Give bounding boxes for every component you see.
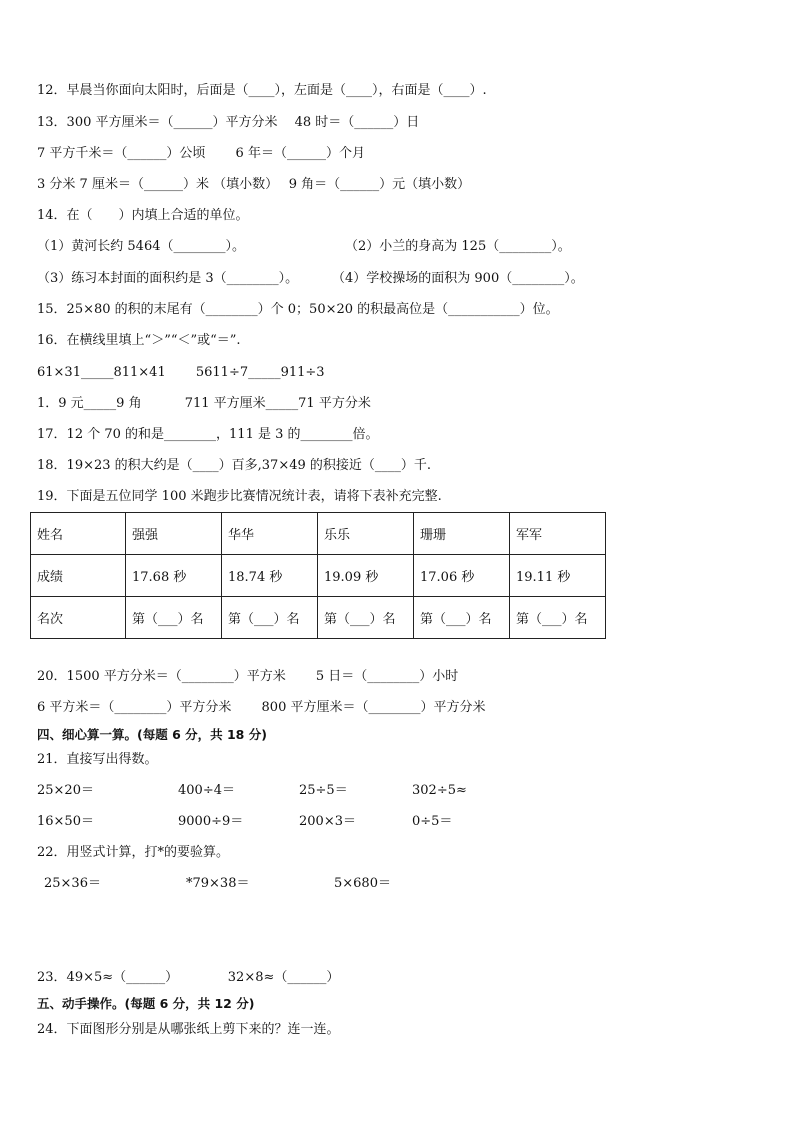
question-14-item-2: （2）小兰的身高为 125（________）。 — [345, 239, 571, 254]
table-row — [31, 555, 606, 597]
table-cell: 第（___）名 — [318, 597, 414, 639]
table-cell: 军军 — [510, 513, 606, 555]
calc-item: 302÷5≈ — [412, 783, 467, 798]
calc-item: 0÷5＝ — [412, 814, 453, 829]
question-22: 22．用竖式计算，打*的要验算。 — [37, 845, 230, 860]
question-14-item-4: （4）学校操场的面积为 900（________）。 — [332, 271, 584, 286]
table-cell: 华华 — [222, 513, 318, 555]
section-5-heading: 五、动手操作。(每题 6 分，共 12 分) — [37, 996, 255, 1011]
calc-item: 400÷4＝ — [178, 783, 235, 798]
question-13-line-3: 3 分米 7 厘米＝（______）米 （填小数） 9 角＝（______）元（填小数） — [37, 177, 471, 192]
question-14-item-3: （3）练习本封面的面积约是 3（________）。 — [37, 271, 299, 286]
question-12: 12．早晨当你面向太阳时，后面是（____），左面是（____），右面是（____）. — [37, 83, 487, 98]
question-15: 15．25×80 的积的末尾有（________）个 0；50×20 的积最高位是（___________）位。 — [37, 302, 559, 317]
question-20-line-1: 20．1500 平方分米＝（________）平方米 5 日＝（________）小时 — [37, 669, 459, 684]
table-cell: 17.06 秒 — [414, 555, 510, 597]
calc-item: 200×3＝ — [299, 814, 356, 829]
question-16-row-2: 1．9 元_____9 角 711 平方厘米_____71 平方分米 — [37, 396, 371, 411]
table-cell: 第（___）名 — [510, 597, 606, 639]
table-cell: 强强 — [126, 513, 222, 555]
question-20-line-2: 6 平方米＝（________）平方分米 800 平方厘米＝（________）平方分米 — [37, 700, 486, 715]
table-cell: 珊珊 — [414, 513, 510, 555]
section-4-heading: 四、细心算一算。(每题 6 分，共 18 分) — [37, 727, 267, 742]
question-14: 14．在（ ）内填上合适的单位。 — [37, 208, 249, 223]
question-21: 21．直接写出得数。 — [37, 752, 158, 767]
calc-item: 16×50＝ — [37, 814, 94, 829]
question-17: 17．12 个 70 的和是________，111 是 3 的________倍。 — [37, 427, 379, 442]
table-cell: 名次 — [31, 597, 126, 639]
race-results-table — [30, 512, 606, 639]
table-cell: 18.74 秒 — [222, 555, 318, 597]
question-13-line-2: 7 平方千米＝（______）公顷 6 年＝（______）个月 — [37, 146, 365, 161]
vertical-calc-item: *79×38＝ — [186, 876, 250, 891]
table-cell: 第（___）名 — [414, 597, 510, 639]
vertical-calc-item: 5×680＝ — [334, 876, 391, 891]
question-14-item-1: （1）黄河长约 5464（________）。 — [37, 239, 245, 254]
question-16-row-1: 61×31_____811×41 5611÷7_____911÷3 — [37, 365, 325, 380]
question-13-line-1: 13．300 平方厘米＝（______）平方分米 48 时＝（______）日 — [37, 115, 420, 130]
calc-item: 25÷5＝ — [299, 783, 348, 798]
question-16: 16．在横线里填上“＞”“＜”或“＝”. — [37, 333, 241, 348]
table-cell: 姓名 — [31, 513, 126, 555]
vertical-calc-item: 25×36＝ — [44, 876, 101, 891]
table-cell: 17.68 秒 — [126, 555, 222, 597]
table-cell: 第（___）名 — [126, 597, 222, 639]
calc-item: 9000÷9＝ — [178, 814, 244, 829]
question-23: 23．49×5≈（______） 32×8≈（______） — [37, 970, 340, 985]
table-cell: 第（___）名 — [222, 597, 318, 639]
table-cell: 成绩 — [31, 555, 126, 597]
question-19: 19．下面是五位同学 100 米跑步比赛情况统计表，请将下表补充完整. — [37, 489, 442, 504]
table-row — [31, 513, 606, 555]
question-18: 18．19×23 的积大约是（____）百多,37×49 的积接近（____）千. — [37, 458, 432, 473]
question-24: 24．下面图形分别是从哪张纸上剪下来的？连一连。 — [37, 1022, 340, 1037]
table-cell: 19.11 秒 — [510, 555, 606, 597]
table-cell: 19.09 秒 — [318, 555, 414, 597]
table-row — [31, 597, 606, 639]
table-cell: 乐乐 — [318, 513, 414, 555]
calc-item: 25×20＝ — [37, 783, 94, 798]
